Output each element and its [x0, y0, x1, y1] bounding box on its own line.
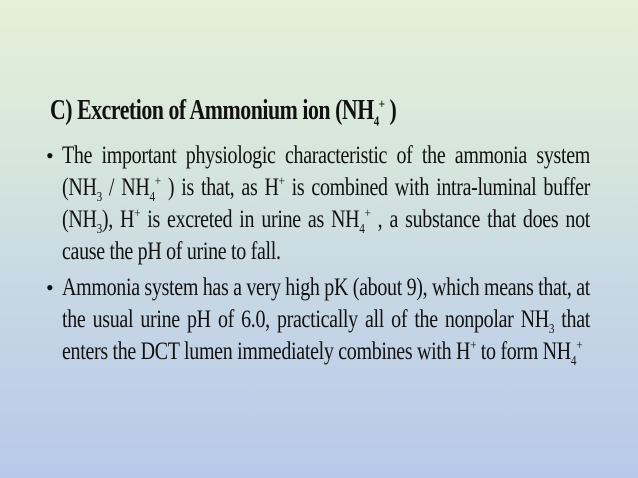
- bullet-item-high-pk: [46, 272, 590, 368]
- slide-heading: [50, 94, 487, 128]
- text-run: ), H: [101, 206, 135, 233]
- superscript: +: [576, 338, 583, 354]
- superscript: +: [278, 174, 285, 190]
- bullet-text: [62, 140, 590, 268]
- text-run: that enters the DCT lumen immediately combines with H: [62, 306, 591, 365]
- subscript: 4: [149, 190, 155, 205]
- heading-text: C) Excretion of Ammonium ion (NH: [50, 95, 374, 126]
- text-run: to form NH: [476, 338, 571, 365]
- heading-close: ): [384, 95, 397, 126]
- text-run: is excreted in urine as NH: [140, 206, 360, 233]
- text-run: Ammonia system has a very high pK (about 9), which means that, at the usual urine pH of 6.0, practically all of the nonpolar NH: [62, 274, 590, 333]
- text-run: ) is that, as H: [160, 174, 279, 201]
- subscript: 3: [96, 190, 102, 205]
- text-run: is combined with intra-luminal buffer (NH: [62, 174, 590, 233]
- superscript: +: [364, 206, 371, 222]
- subscript: 3: [96, 222, 102, 237]
- bullet-dot-icon: •: [46, 275, 54, 300]
- subscript: 4: [359, 222, 365, 237]
- heading-subscript: 4: [373, 114, 379, 130]
- superscript: +: [154, 174, 161, 190]
- text-run: , a substance that does not cause the pH of urine to fall.: [62, 206, 590, 265]
- subscript: 4: [570, 354, 577, 369]
- bullet-item-ammonia-system: [46, 140, 590, 268]
- text-run: / NH: [101, 174, 150, 201]
- superscript: +: [134, 206, 141, 222]
- heading-superscript: +: [378, 97, 385, 113]
- subscript: 3: [548, 322, 555, 337]
- bullet-text: [62, 272, 590, 368]
- text-run: The important physiologic characteristic of the ammonia system (NH: [62, 142, 590, 201]
- superscript: +: [470, 338, 477, 354]
- bullet-list: [46, 140, 590, 372]
- bullet-dot-icon: •: [46, 143, 54, 168]
